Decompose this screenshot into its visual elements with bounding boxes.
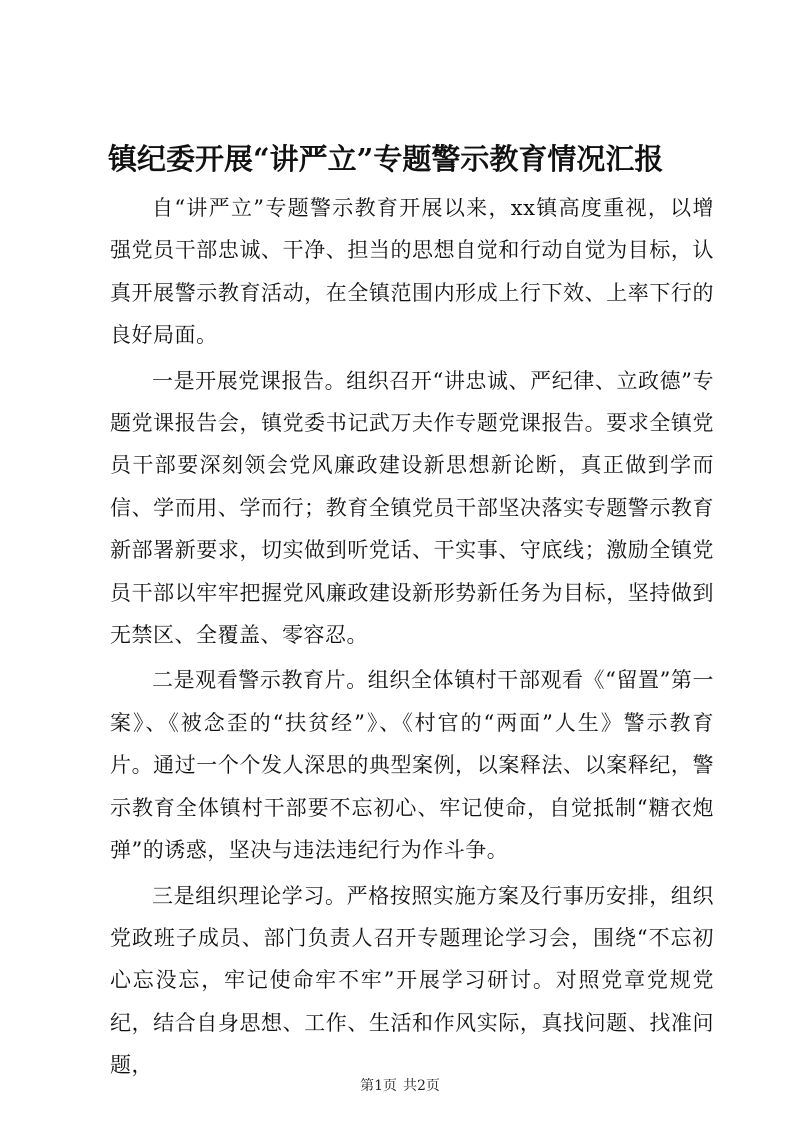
paragraph-party-lecture: 一是开展党课报告。组织召开“讲忠诚、严纪律、立政德”专题党课报告会，镇党委书记武万夫作专题党课报告。要求全镇党员干部要深刻领会党风廉政建设新思想新论断，真正做到学而信、学而用、学而行；教育全镇党员干部坚决落实专题警示教育新部署新要求，切实做到听党话、干实事、守底线；激励全镇党员干部以牢牢把握党风廉政建设新形势新任务为目标，坚持做到无禁区、全覆盖、零容忍。 [110,368,714,648]
document-body [110,187,714,1090]
document-title: 镇纪委开展“讲严立”专题警示教育情况汇报 [108,142,664,176]
page-number-current: 第1页 [360,1078,397,1094]
paragraph-warning-film: 二是观看警示教育片。组织全体镇村干部观看《“留置”第一案》、《被念歪的“扶贫经”》、《村官的“两面”人生》警示教育片。通过一个个发人深思的典型案例，以案释法、以案释纪，警示教育全体镇村干部要不忘初心、牢记使命，自觉抵制“糖衣炮弹”的诱惑，坚决与违法违纪行为作斗争。 [110,668,714,863]
page-number-total: 共2页 [403,1078,440,1094]
page-footer [0,1076,800,1096]
paragraph-intro: 自“讲严立”专题警示教育开展以来，xx镇高度重视，以增强党员干部忠诚、干净、担当的思想自觉和行动自觉为目标，认真开展警示教育活动，在全镇范围内形成上行下效、上率下行的良好局面。 [110,196,714,348]
paragraph-theory-study: 三是组织理论学习。严格按照实施方案及行事历安排，组织党政班子成员、部门负责人召开专题理论学习会，围绕“不忘初心忘没忘，牢记使命牢不牢”开展学习研讨。对照党章党规党纪，结合自身思想、工作、生活和作风实际，真找问题、找准问题， [110,883,714,1078]
